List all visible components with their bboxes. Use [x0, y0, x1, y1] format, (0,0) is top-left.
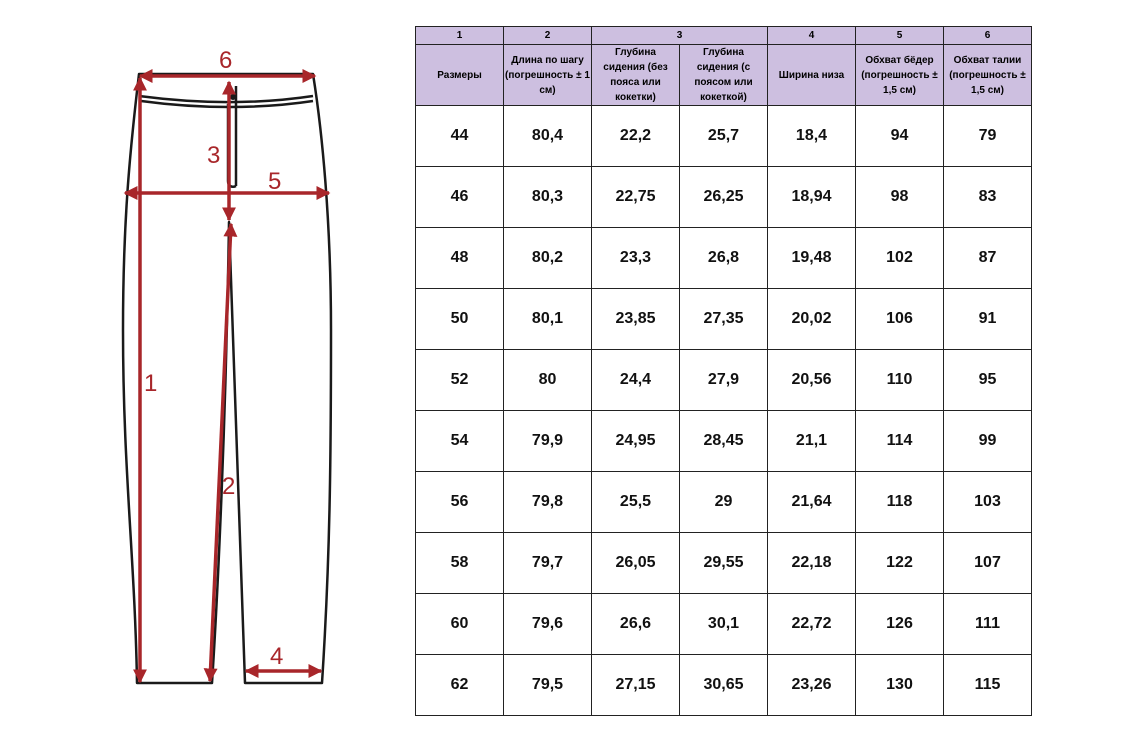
table-cell: 118 — [856, 472, 944, 533]
header-sizes: Размеры — [416, 45, 504, 106]
column-number: 6 — [944, 27, 1032, 45]
table-cell: 106 — [856, 289, 944, 350]
table-row — [416, 411, 1032, 472]
table-cell: 79,6 — [504, 594, 592, 655]
table-cell: 20,56 — [768, 350, 856, 411]
table-cell: 62 — [416, 655, 504, 716]
table-cell: 25,5 — [592, 472, 680, 533]
table-cell: 19,48 — [768, 228, 856, 289]
table-row — [416, 289, 1032, 350]
header-rise-with-waistband: Глубина сидения (с поясом или кокеткой) — [680, 45, 768, 106]
table-cell: 79,9 — [504, 411, 592, 472]
table-cell: 26,25 — [680, 167, 768, 228]
table-cell: 56 — [416, 472, 504, 533]
table-cell: 111 — [944, 594, 1032, 655]
table-cell: 24,4 — [592, 350, 680, 411]
table-cell: 80,1 — [504, 289, 592, 350]
table-cell: 23,3 — [592, 228, 680, 289]
table-cell: 79,5 — [504, 655, 592, 716]
table-cell: 79 — [944, 106, 1032, 167]
table-row — [416, 533, 1032, 594]
table-cell: 83 — [944, 167, 1032, 228]
table-row — [416, 167, 1032, 228]
button-dot — [230, 94, 236, 100]
table-cell: 95 — [944, 350, 1032, 411]
label-4: 4 — [270, 643, 284, 670]
pants-measurement-diagram — [0, 0, 400, 734]
label-2: 2 — [222, 473, 236, 500]
table-cell: 28,45 — [680, 411, 768, 472]
table-cell: 30,65 — [680, 655, 768, 716]
table-cell: 114 — [856, 411, 944, 472]
measure-line-2 — [210, 224, 231, 681]
table-cell: 18,94 — [768, 167, 856, 228]
table-cell: 22,18 — [768, 533, 856, 594]
table-cell: 52 — [416, 350, 504, 411]
table-cell: 80,2 — [504, 228, 592, 289]
table-cell: 80 — [504, 350, 592, 411]
table-cell: 18,4 — [768, 106, 856, 167]
column-number: 2 — [504, 27, 592, 45]
table-row — [416, 655, 1032, 716]
table-cell: 107 — [944, 533, 1032, 594]
column-number: 1 — [416, 27, 504, 45]
column-number: 4 — [768, 27, 856, 45]
table-cell: 94 — [856, 106, 944, 167]
table-cell: 26,05 — [592, 533, 680, 594]
column-number-row — [416, 27, 1032, 45]
table-cell: 79,7 — [504, 533, 592, 594]
header-row — [416, 45, 1032, 106]
table-cell: 99 — [944, 411, 1032, 472]
table-cell: 27,35 — [680, 289, 768, 350]
table-row — [416, 472, 1032, 533]
table-cell: 44 — [416, 106, 504, 167]
column-number: 5 — [856, 27, 944, 45]
label-1: 1 — [144, 370, 158, 397]
table-cell: 22,2 — [592, 106, 680, 167]
table-cell: 48 — [416, 228, 504, 289]
table-cell: 30,1 — [680, 594, 768, 655]
table-cell: 79,8 — [504, 472, 592, 533]
table-cell: 87 — [944, 228, 1032, 289]
table-cell: 21,64 — [768, 472, 856, 533]
header-hip-girth: Обхват бёдер (погрешность ± 1,5 см) — [856, 45, 944, 106]
table-cell: 122 — [856, 533, 944, 594]
table-cell: 26,6 — [592, 594, 680, 655]
label-6: 6 — [219, 47, 233, 74]
table-cell: 46 — [416, 167, 504, 228]
header-rise-without-waistband: Глубина сидения (без пояса или кокетки) — [592, 45, 680, 106]
table-cell: 29,55 — [680, 533, 768, 594]
table-cell: 50 — [416, 289, 504, 350]
table-row — [416, 350, 1032, 411]
table-cell: 91 — [944, 289, 1032, 350]
table-cell: 27,15 — [592, 655, 680, 716]
table-cell: 23,26 — [768, 655, 856, 716]
table-cell: 21,1 — [768, 411, 856, 472]
table-cell: 54 — [416, 411, 504, 472]
table-cell: 98 — [856, 167, 944, 228]
label-5: 5 — [268, 168, 282, 195]
table-cell: 103 — [944, 472, 1032, 533]
header-waist-girth: Обхват талии (погрешность ± 1,5 см) — [944, 45, 1032, 106]
table-body — [416, 106, 1032, 716]
table-cell: 80,3 — [504, 167, 592, 228]
table-cell: 80,4 — [504, 106, 592, 167]
table-cell: 20,02 — [768, 289, 856, 350]
size-table — [415, 26, 1032, 716]
table-cell: 110 — [856, 350, 944, 411]
table-cell: 24,95 — [592, 411, 680, 472]
table-cell: 26,8 — [680, 228, 768, 289]
table-cell: 58 — [416, 533, 504, 594]
table-cell: 126 — [856, 594, 944, 655]
table-row — [416, 106, 1032, 167]
table-cell: 23,85 — [592, 289, 680, 350]
table-cell: 22,72 — [768, 594, 856, 655]
table-cell: 25,7 — [680, 106, 768, 167]
table-row — [416, 228, 1032, 289]
table-cell: 115 — [944, 655, 1032, 716]
label-3: 3 — [207, 142, 221, 169]
table-cell: 29 — [680, 472, 768, 533]
table-row — [416, 594, 1032, 655]
header-hem-width: Ширина низа — [768, 45, 856, 106]
header-inseam-length: Длина по шагу (погрешность ± 1 см) — [504, 45, 592, 106]
column-number: 3 — [592, 27, 768, 45]
table-cell: 102 — [856, 228, 944, 289]
table-cell: 22,75 — [592, 167, 680, 228]
table-cell: 130 — [856, 655, 944, 716]
table-cell: 27,9 — [680, 350, 768, 411]
table-cell: 60 — [416, 594, 504, 655]
